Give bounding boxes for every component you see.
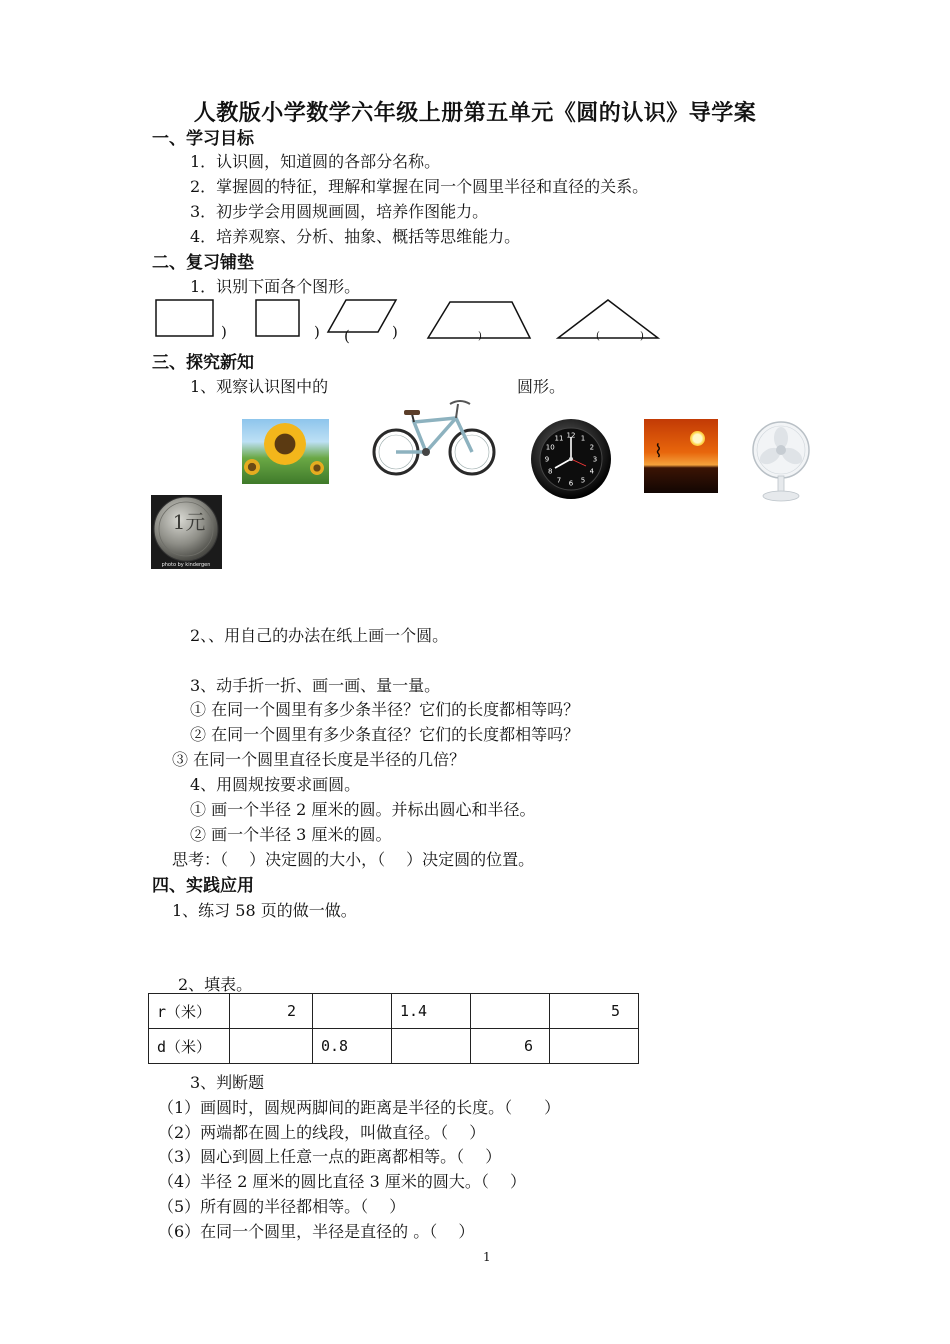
table-cell: 1.4 [392, 994, 471, 1029]
clock-numeral: 2 [589, 443, 595, 452]
judge-item-6: （6）在同一个圆里，半径是直径的 。（ ） [158, 1222, 475, 1241]
table-cell [550, 1029, 639, 1064]
judge-item-1: （1）画圆时，圆规两脚间的距离是半径的长度。（ ） [158, 1098, 561, 1117]
think-question: 思考：（ ）决定圆的大小，（ ）决定圆的位置。 [172, 850, 535, 869]
table-cell [230, 1029, 313, 1064]
explore-question-1-end: 圆形。 [517, 377, 566, 396]
clock-numeral: 8 [547, 467, 553, 476]
clock-numeral: 10 [545, 443, 555, 452]
table-cell [471, 994, 550, 1029]
answer-paren: ) [392, 323, 398, 341]
practice-question-1: 1、练习 58 页的做一做。 [172, 901, 357, 920]
objective-3: 3．初步学会用圆规画圆，培养作图能力。 [190, 202, 489, 221]
review-question-1: 1．识别下面各个图形。 [190, 277, 361, 296]
practice-question-3: 3、判断题 [190, 1073, 265, 1092]
answer-paren: ) [221, 323, 227, 341]
judge-item-4: （4）半径 2 厘米的圆比直径 3 厘米的圆大。（ ） [158, 1172, 526, 1191]
section1-heading: 一、学习目标 [152, 129, 254, 149]
clock-numeral: 12 [566, 431, 576, 440]
judge-item-2: （2）两端都在圆上的线段，叫做直径。（ ） [158, 1123, 486, 1142]
judge-item-5: （5）所有圆的半径都相等。（ ） [158, 1197, 406, 1216]
judge-item-3: （3）圆心到圆上任意一点的距离都相等。（ ） [158, 1147, 502, 1166]
document-title: 人教版小学数学六年级上册第五单元《圆的认识》导学案 [193, 101, 757, 126]
explore-question-4-a: ① 画一个半径 2 厘米的圆。并标出圆心和半径。 [190, 800, 536, 819]
sunflower-image [242, 419, 329, 484]
clock-numeral: 5 [580, 476, 586, 485]
answer-paren: ) [640, 331, 644, 342]
page-number: 1 [483, 1250, 491, 1264]
rectangle-shape [156, 300, 213, 336]
parallelogram-shape [328, 300, 396, 332]
explore-question-3: 3、动手折一折、画一画、量一量。 [190, 676, 441, 695]
clock-image [530, 418, 612, 500]
explore-question-4-b: ② 画一个半径 3 厘米的圆。 [190, 825, 392, 844]
table-cell: 0.8 [313, 1029, 392, 1064]
review-shapes [150, 296, 670, 344]
objective-2: 2．掌握圆的特征，理解和掌握在同一个圆里半径和直径的关系。 [190, 177, 649, 196]
answer-paren: ( [344, 327, 350, 345]
clock-numeral: 7 [556, 476, 562, 485]
clock-numeral: 3 [592, 455, 598, 464]
table-cell: 6 [471, 1029, 550, 1064]
answer-paren: ) [314, 323, 320, 341]
explore-question-3-b: ② 在同一个圆里有多少条直径？它们的长度都相等吗？ [190, 725, 580, 744]
coin-image [151, 495, 222, 569]
answer-paren: ) [478, 331, 482, 342]
sunset-image [644, 419, 718, 493]
objective-4: 4．培养观察、分析、抽象、概括等思维能力。 [190, 227, 521, 246]
coin-denomination: 1元 [172, 510, 206, 534]
explore-question-4: 4、用圆规按要求画圆。 [190, 775, 361, 794]
coin-caption: photo by kindergen [161, 562, 211, 568]
explore-question-2: 2、、用自己的办法在纸上画一个圆。 [190, 626, 449, 645]
section2-heading: 二、复习铺垫 [152, 253, 254, 273]
clock-numeral: 1 [580, 434, 586, 443]
electric-fan-image [748, 420, 814, 504]
explore-question-1: 1、观察认识图中的 [190, 377, 329, 396]
practice-question-2: 2、填表。 [178, 975, 253, 994]
radius-diameter-table [148, 993, 639, 1064]
section4-heading: 四、实践应用 [152, 876, 254, 896]
answer-paren: ( [596, 331, 600, 342]
clock-numeral: 9 [544, 455, 550, 464]
bicycle-image [370, 396, 498, 480]
explore-question-3-a: ① 在同一个圆里有多少条半径？它们的长度都相等吗？ [190, 700, 580, 719]
table-cell [313, 994, 392, 1029]
bird-icon: ⌇ [654, 441, 663, 462]
square-shape [256, 300, 299, 336]
table-cell: r（米） [149, 994, 230, 1029]
clock-numeral: 11 [554, 434, 564, 443]
sun-icon [690, 431, 705, 446]
section3-heading: 三、探究新知 [152, 353, 254, 373]
clock-numeral: 6 [568, 479, 574, 488]
table-cell: 2 [230, 994, 313, 1029]
table-cell: d（米） [149, 1029, 230, 1064]
table-row [149, 994, 639, 1029]
table-row [149, 1029, 639, 1064]
table-cell [392, 1029, 471, 1064]
explore-question-3-c: ③ 在同一个圆里直径长度是半径的几倍？ [172, 750, 466, 769]
clock-numeral: 4 [589, 467, 595, 476]
objective-1: 1．认识圆，知道圆的各部分名称。 [190, 152, 441, 171]
table-cell: 5 [550, 994, 639, 1029]
